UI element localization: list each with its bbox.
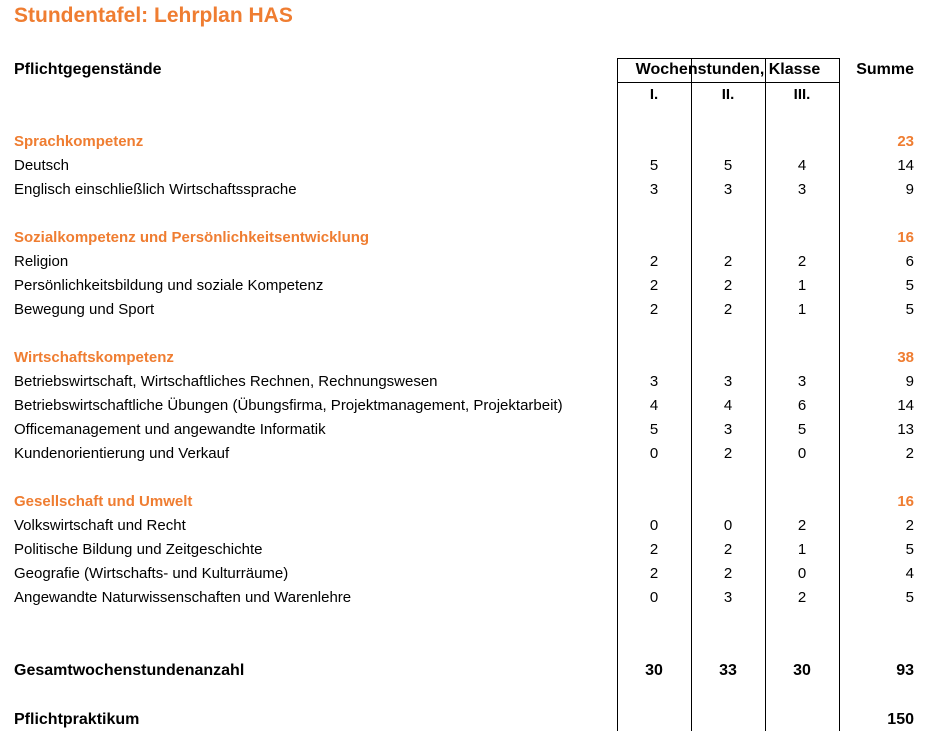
hours-class-2: 0 xyxy=(723,517,733,534)
hours-class-3: 2 xyxy=(797,589,807,606)
section-heading: Sprachkompetenz xyxy=(14,133,144,150)
total-class-2: 33 xyxy=(719,662,737,679)
subject-label: Betriebswirtschaftliche Übungen (Übungsfirma, Projektmanagement, Projektarbeit) xyxy=(14,397,563,414)
subject-sum: 5 xyxy=(905,277,914,294)
subject-sum: 4 xyxy=(905,565,914,582)
subject-sum: 2 xyxy=(905,517,914,534)
hours-class-1: 3 xyxy=(649,181,659,198)
page-title: Stundentafel: Lehrplan HAS xyxy=(14,4,293,27)
hours-class-1: 3 xyxy=(649,373,659,390)
subject-label: Deutsch xyxy=(14,157,70,174)
weekly-hours-header: Wochenstunden, Klasse xyxy=(635,61,821,78)
section-sum: 16 xyxy=(897,493,914,510)
total-class-3: 30 xyxy=(793,662,811,679)
hours-class-3: 1 xyxy=(797,301,807,318)
subject-label: Geografie (Wirtschafts- und Kulturräume) xyxy=(14,565,289,582)
hours-class-2: 2 xyxy=(723,541,733,558)
sum-header: Summe xyxy=(856,61,914,78)
hours-class-2: 5 xyxy=(723,157,733,174)
hours-class-3: 0 xyxy=(797,565,807,582)
hours-class-3: 6 xyxy=(797,397,807,414)
total-label: Gesamtwochenstundenanzahl xyxy=(14,662,245,679)
hours-class-2: 3 xyxy=(723,373,733,390)
hours-class-2: 3 xyxy=(723,421,733,438)
hours-class-3: 1 xyxy=(797,541,807,558)
subject-label: Betriebswirtschaft, Wirtschaftliches Rechnen, Rechnungswesen xyxy=(14,373,438,390)
hours-class-3: 2 xyxy=(797,517,807,534)
subject-sum: 9 xyxy=(905,181,914,198)
hours-class-3: 1 xyxy=(797,277,807,294)
hours-class-3: 2 xyxy=(797,253,807,270)
section-sum: 16 xyxy=(897,229,914,246)
hours-class-1: 2 xyxy=(649,277,659,294)
hours-class-2: 2 xyxy=(723,301,733,318)
subject-label: Volkswirtschaft und Recht xyxy=(14,517,186,534)
hours-class-1: 2 xyxy=(649,565,659,582)
subjects-header: Pflichtgegenstände xyxy=(14,61,162,78)
subject-sum: 13 xyxy=(897,421,914,438)
section-heading: Sozialkompetenz und Persönlichkeitsentwicklung xyxy=(14,229,370,246)
hours-class-2: 3 xyxy=(723,589,733,606)
subject-sum: 9 xyxy=(905,373,914,390)
hours-class-2: 3 xyxy=(723,181,733,198)
internship-label: Pflichtpraktikum xyxy=(14,711,140,728)
subject-label: Politische Bildung und Zeitgeschichte xyxy=(14,541,263,558)
class-header-3: III. xyxy=(793,86,811,103)
hours-class-1: 5 xyxy=(649,157,659,174)
hours-class-1: 2 xyxy=(649,301,659,318)
hours-class-3: 3 xyxy=(797,181,807,198)
hours-class-1: 5 xyxy=(649,421,659,438)
hours-class-1: 2 xyxy=(649,541,659,558)
class-header-2: II. xyxy=(721,86,735,103)
hours-class-2: 2 xyxy=(723,253,733,270)
section-heading: Gesellschaft und Umwelt xyxy=(14,493,193,510)
total-sum: 93 xyxy=(896,662,914,679)
section-sum: 38 xyxy=(897,349,914,366)
subject-label: Englisch einschließlich Wirtschaftssprache xyxy=(14,181,297,198)
subject-sum: 5 xyxy=(905,589,914,606)
hours-class-2: 2 xyxy=(723,277,733,294)
hours-class-2: 2 xyxy=(723,565,733,582)
subject-sum: 14 xyxy=(897,157,914,174)
hours-class-3: 0 xyxy=(797,445,807,462)
section-sum: 23 xyxy=(897,133,914,150)
subject-sum: 5 xyxy=(905,301,914,318)
subject-sum: 5 xyxy=(905,541,914,558)
subject-label: Kundenorientierung und Verkauf xyxy=(14,445,230,462)
class-header-1: I. xyxy=(649,86,659,103)
hours-class-1: 2 xyxy=(649,253,659,270)
hours-class-3: 3 xyxy=(797,373,807,390)
subject-label: Persönlichkeitsbildung und soziale Kompetenz xyxy=(14,277,324,294)
hours-class-1: 0 xyxy=(649,517,659,534)
subject-label: Religion xyxy=(14,253,69,270)
subject-sum: 2 xyxy=(905,445,914,462)
subject-label: Officemanagement und angewandte Informatik xyxy=(14,421,326,438)
hours-class-1: 0 xyxy=(649,445,659,462)
internship-sum: 150 xyxy=(887,711,914,728)
hours-class-2: 4 xyxy=(723,397,733,414)
hours-class-2: 2 xyxy=(723,445,733,462)
subject-sum: 14 xyxy=(897,397,914,414)
subject-sum: 6 xyxy=(905,253,914,270)
section-heading: Wirtschaftskompetenz xyxy=(14,349,174,366)
total-class-1: 30 xyxy=(645,662,663,679)
subject-label: Angewandte Naturwissenschaften und Warenlehre xyxy=(14,589,352,606)
hours-class-1: 4 xyxy=(649,397,659,414)
hours-class-3: 5 xyxy=(797,421,807,438)
hours-class-3: 4 xyxy=(797,157,807,174)
subject-label: Bewegung und Sport xyxy=(14,301,155,318)
hours-class-1: 0 xyxy=(649,589,659,606)
